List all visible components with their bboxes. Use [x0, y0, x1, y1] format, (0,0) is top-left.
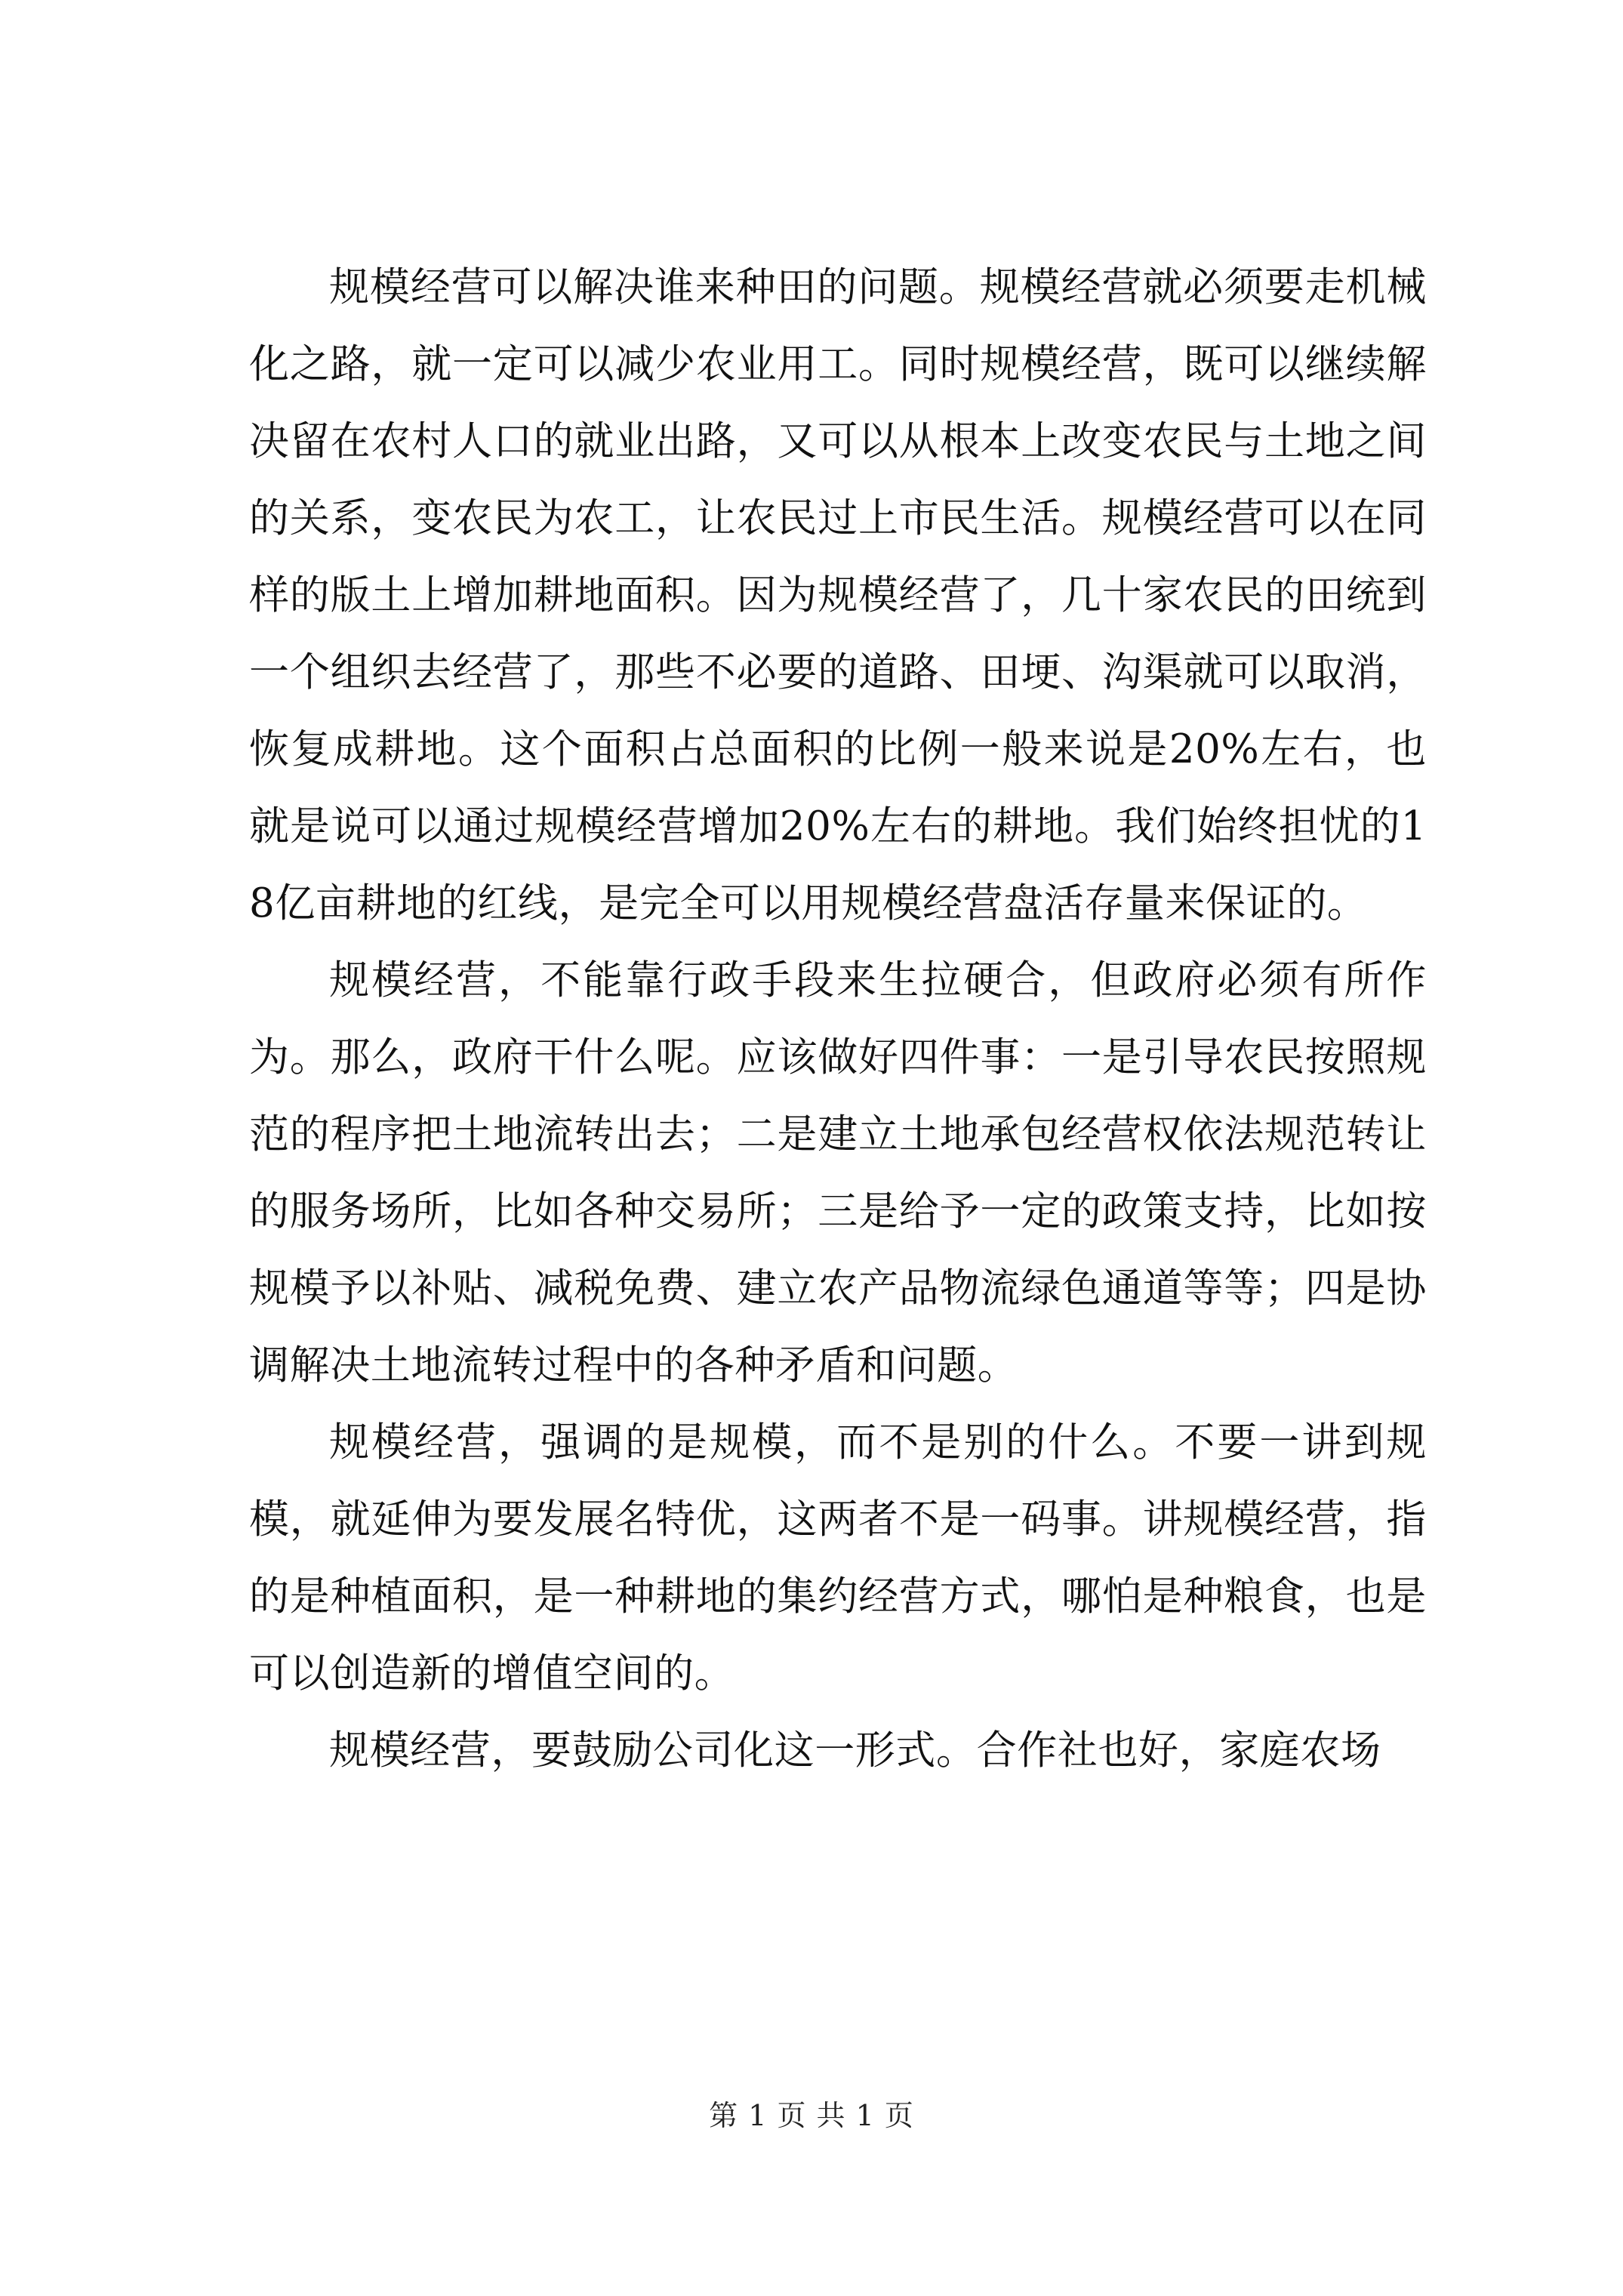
page-footer [0, 2097, 1623, 2134]
document-body [249, 249, 1427, 1789]
paragraph-2: 规模经营，不能靠行政手段来生拉硬合，但政府必须有所作为。那么，政府干什么呢。应该做好四件事：一是引导农民按照规范的程序把土地流转出去；二是建立土地承包经营权依法规范转让的服务场所，比如各种交易所；三是给予一定的政策支持，比如按规模予以补贴、减税免费、建立农产品物流绿色通道等等；四是协调解决土地流转过程中的各种矛盾和问题。 [249, 957, 1427, 1388]
page-number-label: 第 1 页 共 1 页 [709, 2099, 914, 2132]
paragraph-1: 规模经营可以解决谁来种田的问题。规模经营就必须要走机械化之路，就一定可以减少农业用工。同时规模经营，既可以继续解决留在农村人口的就业出路，又可以从根本上改变农民与土地之间的关系，变农民为农工，让农民过上市民生活。规模经营可以在同样的版土上增加耕地面积。因为规模经营了，几十家农民的田统到一个组织去经营了，那些不必要的道路、田埂、沟渠就可以取消，恢复成耕地。这个面积占总面积的比例一般来说是20%左右，也就是说可以通过规模经营增加20%左右的耕地。我们始终担忧的18亿亩耕地的红线，是完全可以用规模经营盘活存量来保证的。 [249, 264, 1427, 926]
paragraph-4: 规模经营，要鼓励公司化这一形式。合作社也好，家庭农场 [329, 1727, 1381, 1774]
paragraph-3: 规模经营，强调的是规模，而不是别的什么。不要一讲到规模，就延伸为要发展名特优，这两者不是一码事。讲规模经营，指的是种植面积，是一种耕地的集约经营方式，哪怕是种粮食，也是可以创造新的增值空间的。 [249, 1419, 1427, 1697]
